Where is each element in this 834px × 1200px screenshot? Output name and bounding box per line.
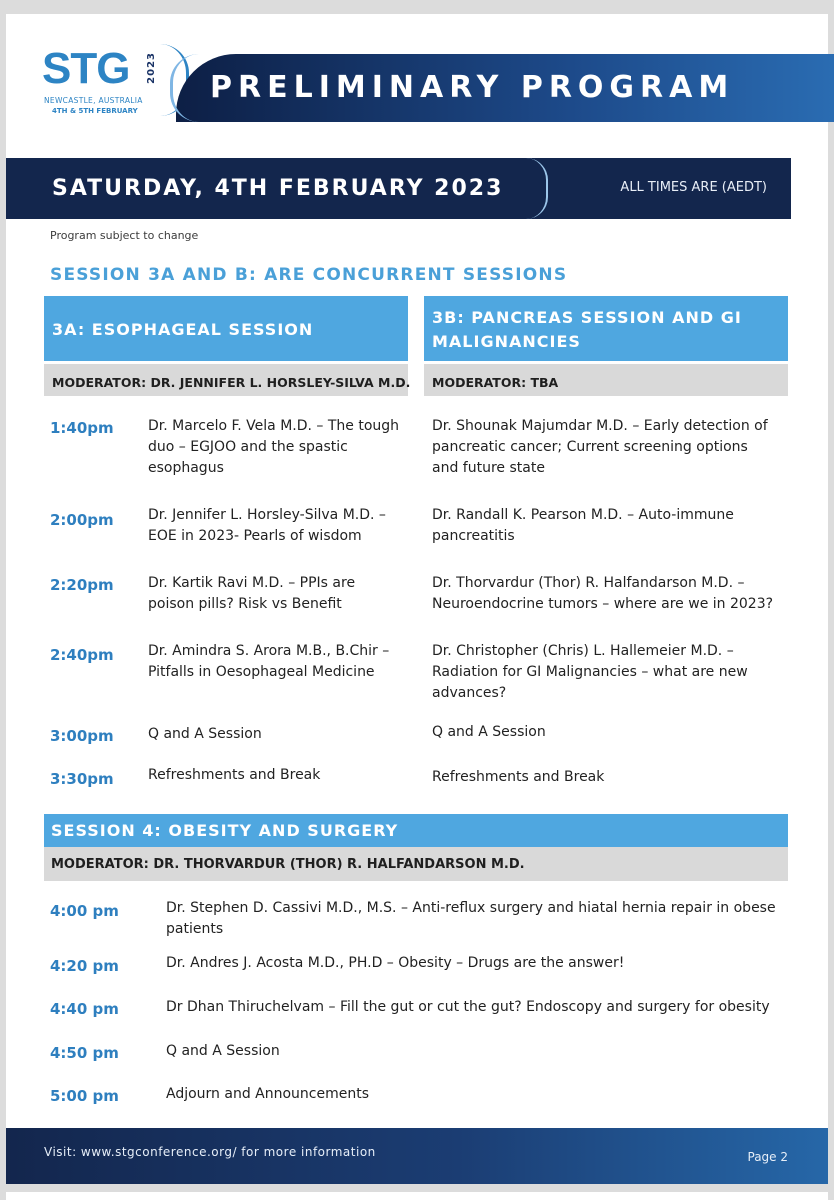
- time-slot: 3:30pm: [50, 770, 114, 788]
- change-note: Program subject to change: [50, 229, 199, 242]
- session3a-title: 3A: ESOPHAGEAL SESSION: [44, 296, 408, 361]
- talk-3b: [432, 505, 778, 547]
- speaker: Dr. Shounak Majumdar M.D.: [432, 418, 628, 434]
- speaker: Q and A Session: [166, 1043, 280, 1059]
- page-title: PRELIMINARY PROGRAM: [210, 70, 735, 105]
- speaker: Q and A Session: [432, 724, 546, 740]
- speaker: Dr. Christopher (Chris) L. Hallemeier M.D.: [432, 643, 723, 659]
- session3-heading: SESSION 3A AND B: ARE CONCURRENT SESSIONS: [50, 265, 568, 285]
- logo-year: 2023: [146, 52, 157, 84]
- time-slot: 2:00pm: [50, 511, 114, 529]
- page-number: Page 2: [747, 1150, 788, 1164]
- day-title: SATURDAY, 4TH FEBRUARY 2023: [52, 176, 504, 201]
- next-page-edge: [6, 1192, 828, 1200]
- footer-visit-link[interactable]: Visit: www.stgconference.org/ for more information: [44, 1145, 376, 1159]
- topic: – Anti-reflux surgery and hiatal hernia repair in obese patients: [166, 900, 776, 937]
- topic: – PPIs are poison pills? Risk vs Benefit: [148, 575, 356, 612]
- time-slot: 4:50 pm: [50, 1044, 119, 1062]
- talk-3a: [148, 641, 400, 683]
- session4-moderator: MODERATOR: DR. THORVARDUR (THOR) R. HALFANDARSON M.D.: [44, 847, 788, 881]
- footer-bar: [6, 1128, 828, 1184]
- talk-s4: [166, 898, 778, 940]
- talk-3b: [432, 767, 778, 788]
- talk-3a: [148, 505, 400, 547]
- time-slot: 5:00 pm: [50, 1087, 119, 1105]
- session3b-title: 3B: PANCREAS SESSION AND GI MALIGNANCIES: [424, 296, 788, 361]
- session3a-moderator: MODERATOR: DR. JENNIFER L. HORSLEY-SILVA M.D.: [44, 364, 408, 396]
- time-slot: 2:40pm: [50, 646, 114, 664]
- day-arc-icon: [526, 158, 548, 219]
- time-slot: 1:40pm: [50, 419, 114, 437]
- speaker: Dr. Thorvardur (Thor) R. Halfandarson M.D.: [432, 575, 734, 591]
- speaker: Refreshments and Break: [148, 767, 321, 783]
- talk-3a: [148, 573, 400, 615]
- talk-3b: [432, 416, 778, 479]
- day-banner: [6, 158, 791, 219]
- talk-s4: [166, 1084, 778, 1105]
- speaker: Adjourn and Announcements: [166, 1086, 370, 1102]
- speaker: Dr. Kartik Ravi M.D.: [148, 575, 284, 591]
- time-slot: 2:20pm: [50, 576, 114, 594]
- talk-s4: [166, 953, 778, 974]
- program-page: [6, 14, 828, 1184]
- logo-dates: 4TH & 5TH FEBRUARY: [52, 107, 138, 115]
- talk-s4: [166, 1041, 778, 1062]
- talk-3b: [432, 641, 778, 704]
- time-slot: 4:20 pm: [50, 957, 119, 975]
- topic: – Obesity – Drugs are the answer!: [386, 955, 625, 971]
- speaker: Dr Dhan Thiruchelvam: [166, 999, 325, 1015]
- talk-3a: [148, 765, 400, 786]
- speaker: Dr. Randall K. Pearson M.D.: [432, 507, 623, 523]
- header-banner: [176, 54, 834, 122]
- topic: – Radiation for GI Malignancies – what are new advances?: [432, 643, 748, 701]
- talk-3a: [148, 416, 400, 479]
- topic: – Neuroendocrine tumors – where are we in 2023?: [432, 575, 774, 612]
- speaker: Dr. Marcelo F. Vela M.D.: [148, 418, 312, 434]
- speaker: Refreshments and Break: [432, 769, 605, 785]
- speaker: Dr. Stephen D. Cassivi M.D., M.S.: [166, 900, 397, 916]
- logo-location: NEWCASTLE, AUSTRALIA: [44, 96, 143, 105]
- talk-3b: [432, 573, 778, 615]
- topic: – The tough duo – EGJOO and the spastic esophagus: [148, 418, 400, 476]
- time-slot: 4:00 pm: [50, 902, 119, 920]
- talk-3b: [432, 722, 778, 743]
- talk-3a: [148, 724, 400, 745]
- session3b-moderator: MODERATOR: TBA: [424, 364, 788, 396]
- session4-title: SESSION 4: OBESITY AND SURGERY: [44, 814, 788, 847]
- speaker: Q and A Session: [148, 726, 262, 742]
- time-slot: 4:40 pm: [50, 1000, 119, 1018]
- timezone-note: ALL TIMES ARE (AEDT): [620, 180, 767, 195]
- topic: – Fill the gut or cut the gut? Endoscopy and surgery for obesity: [328, 999, 770, 1015]
- topic: – Auto-immune pancreatitis: [432, 507, 734, 544]
- talk-s4: [166, 997, 778, 1018]
- time-slot: 3:00pm: [50, 727, 114, 745]
- speaker: Dr. Jennifer L. Horsley-Silva M.D.: [148, 507, 375, 523]
- topic: – EOE in 2023- Pearls of wisdom: [148, 507, 386, 544]
- topic: – Pitfalls in Oesophageal Medicine: [148, 643, 390, 680]
- speaker: Dr. Andres J. Acosta M.D., PH.D: [166, 955, 383, 971]
- logo-text: STG: [42, 44, 130, 93]
- topic: – Early detection of pancreatic cancer; Current screening options and future state: [432, 418, 768, 476]
- speaker: Dr. Amindra S. Arora M.B., B.Chir: [148, 643, 378, 659]
